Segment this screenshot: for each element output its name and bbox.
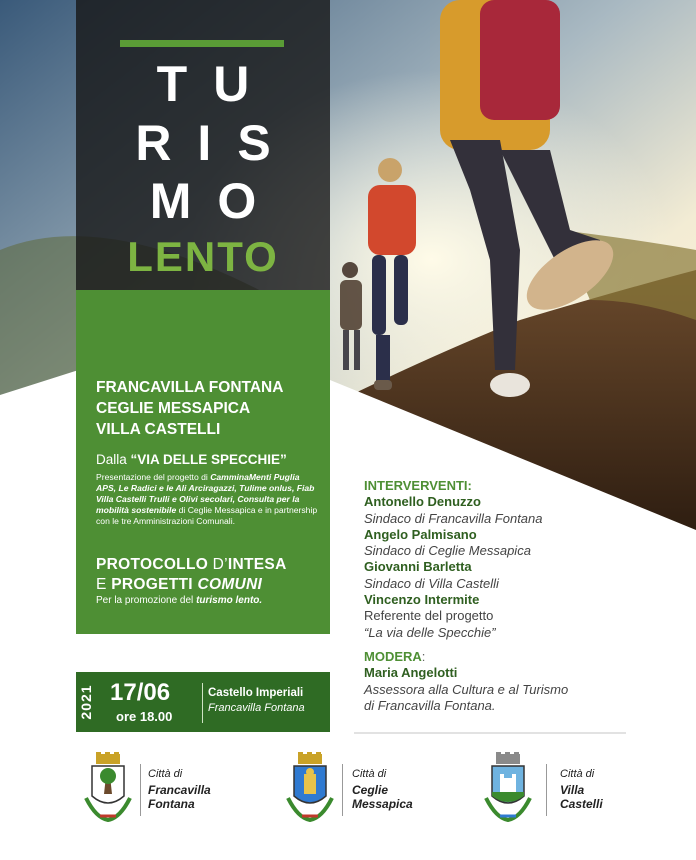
speaker-role: Sindaco di Francavilla Fontana	[364, 510, 543, 526]
town-name: FRANCAVILLA FONTANA	[96, 379, 284, 396]
date-divider	[202, 683, 203, 723]
speaker-role: Sindaco di Villa Castelli	[364, 575, 499, 591]
description-partners: CamminaMenti Puglia APS, Le Radici e le Ali Arciragazzi, Tulime onlus, Fiab Villa Castelli Trulli e Olivi secolari, Consulta per la mobilità sostenibile	[96, 472, 315, 515]
town-name: VILLA CASTELLI	[96, 421, 221, 438]
event-town: Francavilla Fontana	[208, 702, 305, 714]
crest-divider	[546, 764, 547, 816]
promotion-emphasis: turismo lento.	[196, 595, 263, 606]
ceglie-crest-icon	[282, 752, 338, 833]
speakers-section	[364, 478, 664, 714]
moderator-role-town: di Francavilla Fontana.	[364, 697, 496, 713]
crest-city-name-line: Messapica	[352, 797, 413, 811]
crest-city-label: Città di	[148, 768, 183, 780]
villa-castelli-crest-icon	[480, 752, 536, 833]
speaker-name: Antonello Denuzzo	[364, 494, 481, 510]
description-intro: Presentazione del progetto di	[96, 472, 211, 482]
crest-city-name-line: Ceglie	[352, 783, 389, 797]
moderator-label: MODERA	[364, 648, 422, 664]
towns-list	[96, 377, 283, 440]
crest-city-name-line: Francavilla	[148, 783, 211, 797]
crest-city-name	[560, 783, 603, 811]
crest-city-name-line: Villa	[560, 783, 585, 797]
route-prefix: Dalla	[96, 452, 131, 467]
francavilla-crest-icon	[80, 752, 136, 833]
speaker-name: Angelo Palmisano	[364, 526, 477, 542]
route-name: “VIA DELLE SPECCHIE”	[130, 452, 287, 467]
speaker-name: Giovanni Barletta	[364, 559, 472, 575]
divider-line	[354, 732, 626, 734]
speaker-role: Sindaco di Ceglie Messapica	[364, 543, 531, 559]
crest-divider	[342, 764, 343, 816]
moderator-name: Maria Angelotti	[364, 665, 458, 681]
protocol-word: PROTOCOLLO	[96, 556, 209, 573]
protocol-heading	[96, 555, 287, 595]
town-name: CEGLIE MESSAPICA	[96, 400, 251, 417]
event-time: ore 18.00	[116, 709, 173, 724]
moderator-title	[364, 649, 664, 665]
speaker-name: Vincenzo Intermite	[364, 592, 480, 608]
event-venue: Castello Imperiali	[208, 687, 304, 699]
event-year: 2021	[78, 684, 94, 720]
protocol-word: INTESA	[227, 556, 287, 573]
crest-city-name-line: Fontana	[148, 797, 195, 811]
description-outro: di Ceglie Messapica e in partnership con le tre Amministrazioni Comunali.	[96, 505, 318, 526]
crest-city-label: Città di	[352, 768, 387, 780]
title-lento: LENTO	[127, 233, 279, 280]
project-description	[96, 472, 318, 527]
protocol-word: COMUNI	[197, 576, 263, 593]
moderator-role: Assessora alla Cultura e al Turismo	[364, 681, 569, 697]
protocol-word: E	[96, 576, 112, 593]
crest-city-name	[352, 783, 413, 811]
promotion-line	[96, 595, 262, 606]
crest-city-name-line: Castelli	[560, 797, 603, 811]
moderator-colon: :	[421, 648, 426, 664]
crest-city-label: Città di	[560, 768, 595, 780]
protocol-word: D’	[208, 556, 228, 573]
crest-city-name	[148, 783, 211, 811]
speakers-title: INTERVERVENTI:	[364, 478, 472, 493]
speaker-role: Referente del progetto	[364, 608, 494, 624]
promotion-prefix: Per la promozione del	[96, 595, 197, 606]
crest-divider	[140, 764, 141, 816]
title-top-bar	[120, 40, 284, 47]
title-line-3: MO	[149, 173, 283, 229]
speaker-role-project: “La via delle Specchie”	[364, 624, 496, 640]
route-heading	[96, 452, 287, 467]
event-date: 17/06	[110, 679, 171, 706]
protocol-word: PROGETTI	[111, 576, 198, 593]
title-line-1: TU	[156, 56, 276, 112]
title-line-2: RIS	[135, 115, 297, 171]
